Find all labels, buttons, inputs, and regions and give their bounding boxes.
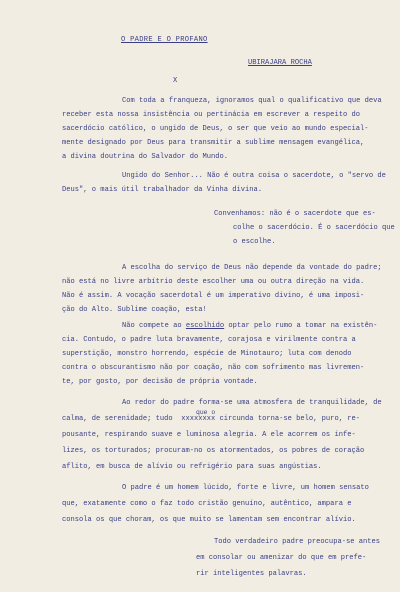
text-line: Não é assim. A vocação sacerdotal é um imperativo divino, é uma imposi- [62, 292, 365, 300]
text-line: em consolar ou amenizar do que em prefe- [196, 554, 367, 562]
text-line: cia. Contudo, o padre luta bravamente, corajosa e virilmente contra a [62, 336, 356, 344]
text-fragment: Não compete ao [122, 322, 186, 330]
text-line: A escolha do serviço de Deus não depende da vontade do padre; [122, 264, 382, 272]
text-line: que, exatamente como o faz todo cristão genuíno, autêntico, ampara e [62, 500, 352, 508]
text-line: o escolhe. [233, 238, 276, 246]
text-line: consola os que choram, os que muito se lamentam sem encontrar alívio. [62, 516, 356, 524]
text-line: O padre é um homem lúcido, forte e livre, um homem sensato [122, 484, 369, 492]
text-line [122, 322, 377, 330]
text-line: sacerdócio católico, o ungido de Deus, o ser que veio ao mundo especial- [62, 125, 369, 133]
author-name: UBIRAJARA ROCHA [248, 59, 312, 67]
document-title: O PADRE E O PROFANO [121, 36, 208, 44]
text-line: ção do Alto. Sublime coação, esta! [62, 306, 207, 314]
text-line: mente designado por Deus para transmitir a sublime mensagem evangélica, [62, 139, 365, 147]
text-line: Todo verdadeiro padre preocupa-se antes [214, 538, 381, 546]
text-line: Deus", o mais útil trabalhador da Vinha divina. [62, 186, 263, 194]
text-line: pousante, respirando suave e luminosa alegria. A ele acorrem os infe- [62, 431, 356, 439]
underlined-word: escolhido [185, 322, 225, 330]
text-line: Convenhamos: não é o sacerdote que es- [214, 210, 376, 218]
text-line: Ungido do Senhor... Não é outra coisa o sacerdote, o "servo de [122, 172, 386, 180]
text-line: aflito, em busca de alívio ou refrigério para suas angústias. [62, 463, 322, 471]
text-line: Com toda a franqueza, ignoramos qual o qualificativo que deva [122, 97, 382, 105]
text-line: te, por gosto, por decisão de própria vontade. [62, 378, 258, 386]
text-fragment: optar pelo rumo a tomar na existên- [224, 322, 378, 330]
text-line: rir inteligentes palavras. [196, 570, 307, 578]
text-line: não está no livre arbítrio deste escolher uma ou outra direção na vida. [62, 278, 365, 286]
text-line: lizes, os torturados; procuram-no os atormentados, os pobres de coração [62, 447, 365, 455]
handwritten-insertion: que o [196, 409, 216, 416]
text-line: a divina doutrina do Salvador do Mundo. [62, 153, 229, 161]
text-line: receber esta nossa insistência ou pertinácia em escrever a respeito do [62, 111, 360, 119]
section-number: X [173, 77, 178, 85]
text-line: Ao redor do padre forma-se uma atmosfera de tranquilidade, de [122, 399, 382, 407]
text-line: calma, de serenidade; tudo xxxxxxxx circunda torna-se belo, puro, re- [62, 415, 360, 423]
text-line: superstição, monstro horrendo, espécie de Minotauro; luta com denodo [62, 350, 352, 358]
text-line: contra o obscurantismo não por coação, não com sofrimento mas livremen- [62, 364, 365, 372]
text-line: colhe o sacerdócio. É o sacerdócio que [233, 224, 395, 232]
